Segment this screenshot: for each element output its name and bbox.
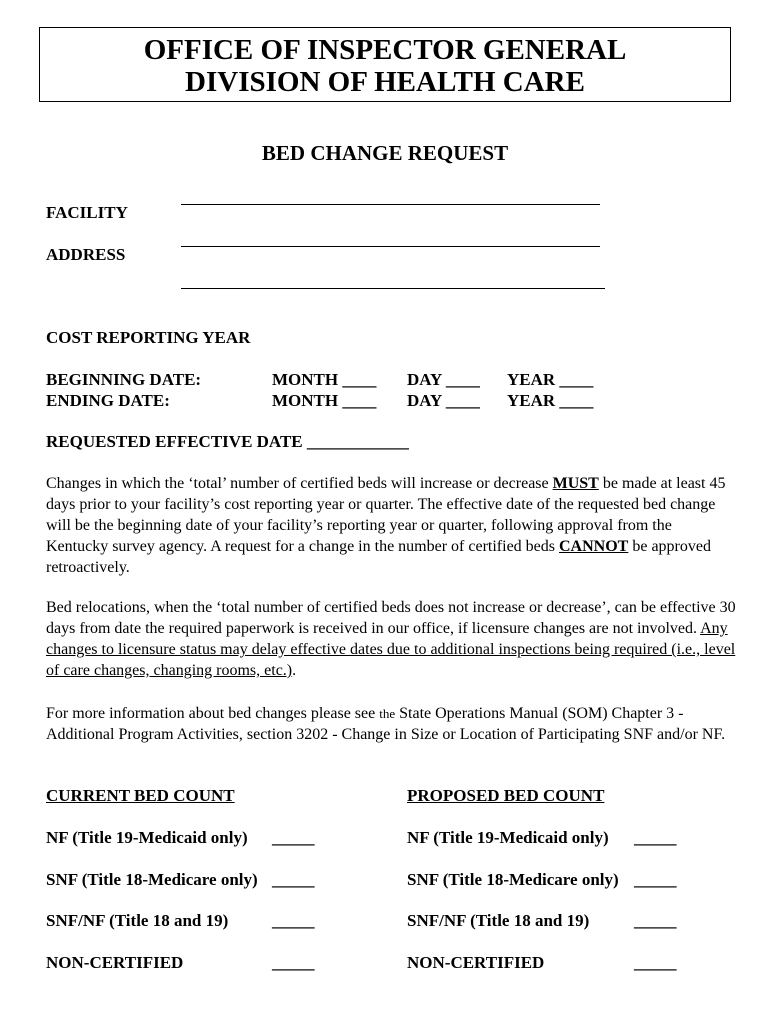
proposed-nf-label: NF (Title 19-Medicaid only)	[407, 828, 609, 847]
cannot-emphasis: CANNOT	[559, 538, 629, 555]
cost-reporting-year-label: COST REPORTING YEAR	[46, 328, 251, 347]
para2-text-1: Bed relocations, when the ‘total number of certified beds does not increase or decrease’, can be effective 30 days from date the required paperwork is received in our office, if licensure changes are not involved.	[46, 599, 736, 637]
proposed-nf-field[interactable]: _____	[634, 828, 677, 847]
current-non-certified-field[interactable]: _____	[272, 953, 315, 972]
ending-month-field[interactable]: MONTH ____	[272, 391, 377, 410]
current-snf-nf-label: SNF/NF (Title 18 and 19)	[46, 911, 229, 930]
proposed-non-certified-label: NON-CERTIFIED	[407, 953, 545, 972]
proposed-snf-field[interactable]: _____	[634, 870, 677, 889]
para3-the: the	[379, 706, 396, 721]
proposed-bed-count-heading: PROPOSED BED COUNT	[407, 786, 605, 805]
address-label: ADDRESS	[46, 245, 126, 264]
facility-field[interactable]	[181, 204, 600, 205]
must-emphasis: MUST	[552, 475, 599, 492]
proposed-snf-nf-label: SNF/NF (Title 18 and 19)	[407, 911, 590, 930]
header-box	[39, 27, 731, 102]
current-bed-count-heading: CURRENT BED COUNT	[46, 786, 235, 805]
para1-text-2: be made at least 45 days prior to your facility’s cost reporting year or quarter. The effective date of the requested bed change will be the beginning date of your facility’s reporting year or quarter, following approval from the Kentucky survey agency. A request for a change in the number of certified beds	[46, 475, 726, 555]
current-snf-nf-field[interactable]: _____	[272, 911, 315, 930]
address-field-2[interactable]	[181, 288, 605, 289]
facility-label: FACILITY	[46, 203, 128, 222]
proposed-non-certified-field[interactable]: _____	[634, 953, 677, 972]
current-nf-label: NF (Title 19-Medicaid only)	[46, 828, 248, 847]
para3-text-1: For more information about bed changes please see	[46, 705, 380, 722]
para2-text-2: .	[292, 662, 297, 679]
paragraph-notice-changes	[46, 473, 736, 578]
beginning-date-label: BEGINNING DATE:	[46, 370, 202, 389]
current-snf-field[interactable]: _____	[272, 870, 315, 889]
para1-text-3: be approved retroactively.	[46, 538, 711, 576]
paragraph-bed-relocations	[46, 597, 736, 681]
current-nf-field[interactable]: _____	[272, 828, 315, 847]
requested-effective-date-field[interactable]: REQUESTED EFFECTIVE DATE ____________	[46, 432, 409, 451]
para2-underlined-text: Any changes to licensure status may delay effective dates due to additional inspections being required (i.e., level of care changes, changing rooms, etc.)	[46, 620, 736, 679]
current-non-certified-label: NON-CERTIFIED	[46, 953, 184, 972]
ending-date-label: ENDING DATE:	[46, 391, 170, 410]
ending-day-field[interactable]: DAY ____	[407, 391, 480, 410]
beginning-year-field[interactable]: YEAR ____	[507, 370, 594, 389]
beginning-day-field[interactable]: DAY ____	[407, 370, 480, 389]
para3-text-2: State Operations Manual (SOM) Chapter 3 - Additional Program Activities, section 3202 - Change in Size or Location of Participating SNF and/or NF.	[46, 705, 726, 743]
address-field-1[interactable]	[181, 246, 600, 247]
form-title: BED CHANGE REQUEST	[261, 141, 509, 165]
current-snf-label: SNF (Title 18-Medicare only)	[46, 870, 258, 889]
proposed-snf-nf-field[interactable]: _____	[634, 911, 677, 930]
ending-year-field[interactable]: YEAR ____	[507, 391, 594, 410]
header-line-1: OFFICE OF INSPECTOR GENERAL	[143, 34, 627, 66]
paragraph-more-info	[46, 703, 736, 745]
header-line-2: DIVISION OF HEALTH CARE	[185, 66, 585, 98]
proposed-snf-label: SNF (Title 18-Medicare only)	[407, 870, 619, 889]
beginning-month-field[interactable]: MONTH ____	[272, 370, 377, 389]
para1-text-1: Changes in which the ‘total’ number of certified beds will increase or decrease	[46, 475, 553, 492]
